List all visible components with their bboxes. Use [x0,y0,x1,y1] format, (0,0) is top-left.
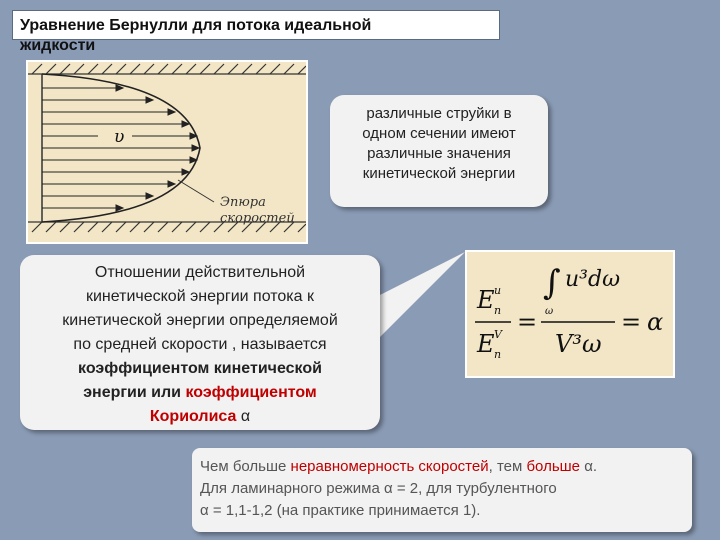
formula-svg [467,252,673,376]
formula-equals-1: = [517,308,538,336]
note-line-1-a: Чем больше [200,458,291,475]
velocity-profile-svg [28,62,306,242]
callout-streamlines [330,95,548,207]
title-line-2: жидкости [20,37,96,54]
callout-top-line-3: различные значения [367,145,511,162]
page-title [20,16,540,56]
integral-sign: ∫ [543,263,561,303]
callout-definition [20,255,380,430]
callout-main-line-7a: Кориолиса [149,408,237,425]
note-line-1-e: α. [580,458,598,475]
callout-main-line-3: кинетической энергии определяемой [62,312,338,329]
note-line-1 [200,456,692,478]
note-line-2: Для ламинарного режима α = 2, для турбулентного [200,480,557,497]
callout-top-line-4: кинетической энергии [362,165,516,182]
rhs-denominator: V³ω [555,330,602,358]
callout-main-line-6b: коэффициентом [185,384,317,401]
callout-main-line-5: коэффициентом кинетической [78,360,322,377]
lhs-den-sup: V [494,328,502,341]
callout-top-line-2: одном сечении имеют [362,125,516,142]
callout-main-line-1: Отношении действительной [94,264,306,281]
note-box [192,448,692,532]
coriolis-formula [465,250,675,378]
lhs-num-sub: п [494,304,502,317]
lhs-num-sup: и [494,284,502,297]
lhs-den-sub: п [494,348,502,361]
label-leader-line [178,180,214,202]
callout-main-line-4: по средней скорости , называется [73,336,327,353]
callout-main-line-6a: энергии или [83,384,182,401]
title-line-1: Уравнение Бернулли для потока идеальной [20,17,372,34]
lhs-num-main: E [477,286,495,314]
callout-main-line-7b: α [240,408,251,425]
formula-alpha: α [647,308,664,336]
velocity-symbol: υ [114,127,125,147]
lhs-den-main: E [477,330,495,358]
integrand: u³dω [565,267,621,292]
callout-main-line-2: кинетической энергии потока к [85,288,314,305]
note-line-1-d: больше [526,458,581,475]
note-line-1-b: неравномерность скоростей [290,458,489,475]
note-line-1-c: , тем [488,458,527,475]
velocity-profile-diagram [26,60,308,244]
velocity-arrows [42,85,199,211]
diagram-label-line-2: скоростей [220,211,295,226]
callout-top-line-1: различные струйки в [366,105,512,122]
callout-tail [370,252,465,345]
formula-equals-2: = [621,308,642,336]
note-line-3: α = 1,1-1,2 (на практике принимается 1). [200,502,481,519]
integral-lower-limit: ω [545,306,554,317]
diagram-label-line-1: Эпюра [220,195,266,210]
top-wall [28,64,306,74]
